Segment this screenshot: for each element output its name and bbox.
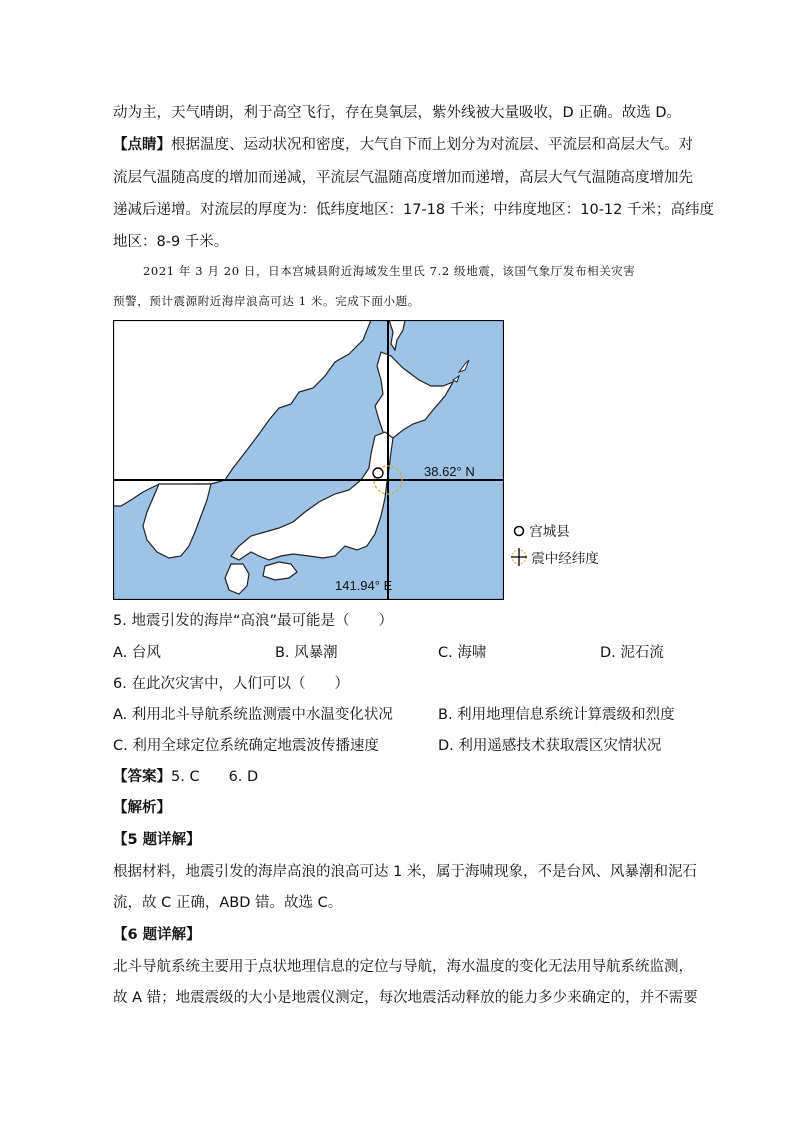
q5-detail-tag: 【5 题详解】 [113, 832, 201, 848]
q6-detail-line-1: 北斗导航系统主要用于点状地理信息的定位与导航，海水温度的变化无法用导航系统监测， [113, 959, 693, 975]
map-figure [113, 320, 504, 600]
text-line-5: 地区：8-9 千米。 [113, 234, 229, 250]
legend-county-label: 宫城县 [529, 524, 570, 540]
text-line-4: 递减后递增。对流层的厚度为：低纬度地区：17-18 千米；中纬度地区：10-12 千米；高纬度 [113, 202, 714, 218]
miyagi-county-marker [373, 468, 383, 478]
material-line-2: 预警，预计震源附近海岸浪高可达 1 米。完成下面小题。 [113, 294, 420, 308]
analysis-tag: 【解析】 [113, 800, 171, 816]
q6-detail-line-2: 故 A 错；地震震级的大小是地震仪测定，每次地震活动释放的能力多少来确定的，并不需要 [113, 990, 698, 1006]
q6-option-a: A. 利用北斗导航系统监测震中水温变化状况 [113, 707, 393, 723]
circle-icon [513, 525, 525, 537]
q6-detail-tag: 【6 题详解】 [113, 927, 201, 943]
q5-option-a: A. 台风 [113, 645, 161, 661]
latitude-label: 38.62° N [424, 464, 475, 479]
q6-option-b: B. 利用地理信息系统计算震级和烈度 [438, 707, 675, 723]
q6-option-c: C. 利用全球定位系统确定地震波传播速度 [113, 738, 379, 754]
q6-stem: 6. 在此次灾害中，人们可以（ ） [113, 676, 349, 692]
legend-epicenter [511, 548, 599, 568]
q5-detail-line-1: 根据材料，地震引发的海岸高浪的浪高可达 1 米，属于海啸现象，不是台风、风暴潮和泥石 [113, 864, 697, 880]
dianjing-tag: 【点睛】 [113, 137, 171, 153]
answer-line [113, 767, 258, 787]
legend-county [513, 523, 570, 541]
material-line-1: 2021 年 3 月 20 日，日本宫城县附近海域发生里氏 7.2 级地震，该国气象厅发布相关灾害 [143, 264, 636, 278]
answer-tag: 【答案】 [113, 769, 171, 785]
answer-value: 5. C 6. D [171, 769, 259, 785]
q5-option-c: C. 海啸 [438, 645, 487, 661]
crosshair-icon [511, 548, 527, 566]
japan-map [113, 320, 504, 600]
q5-detail-line-2: 流，故 C 正确，ABD 错。故选 C。 [113, 895, 343, 911]
text-line-1: 动为主，天气晴朗，利于高空飞行，存在臭氧层，紫外线被大量吸收，D 正确。故选 D。 [113, 105, 682, 121]
q5-option-b: B. 风暴潮 [275, 645, 338, 661]
q6-option-d: D. 利用遥感技术获取震区灾情状况 [438, 738, 662, 754]
q5-stem: 5. 地震引发的海岸“高浪”最可能是（ ） [113, 613, 393, 629]
text-line-2: 根据温度、运动状况和密度，大气自下而上划分为对流层、平流层和高层大气。对 [171, 137, 693, 153]
legend-epicenter-label: 震中经纬度 [531, 551, 599, 567]
q5-option-d: D. 泥石流 [600, 645, 664, 661]
longitude-label: 141.94° E [335, 578, 393, 593]
text-line-3: 流层气温随高度的增加而递减，平流层气温随高度增加而递增，高层大气气温随高度增加先 [113, 170, 693, 186]
dianjing-paragraph [113, 135, 693, 155]
